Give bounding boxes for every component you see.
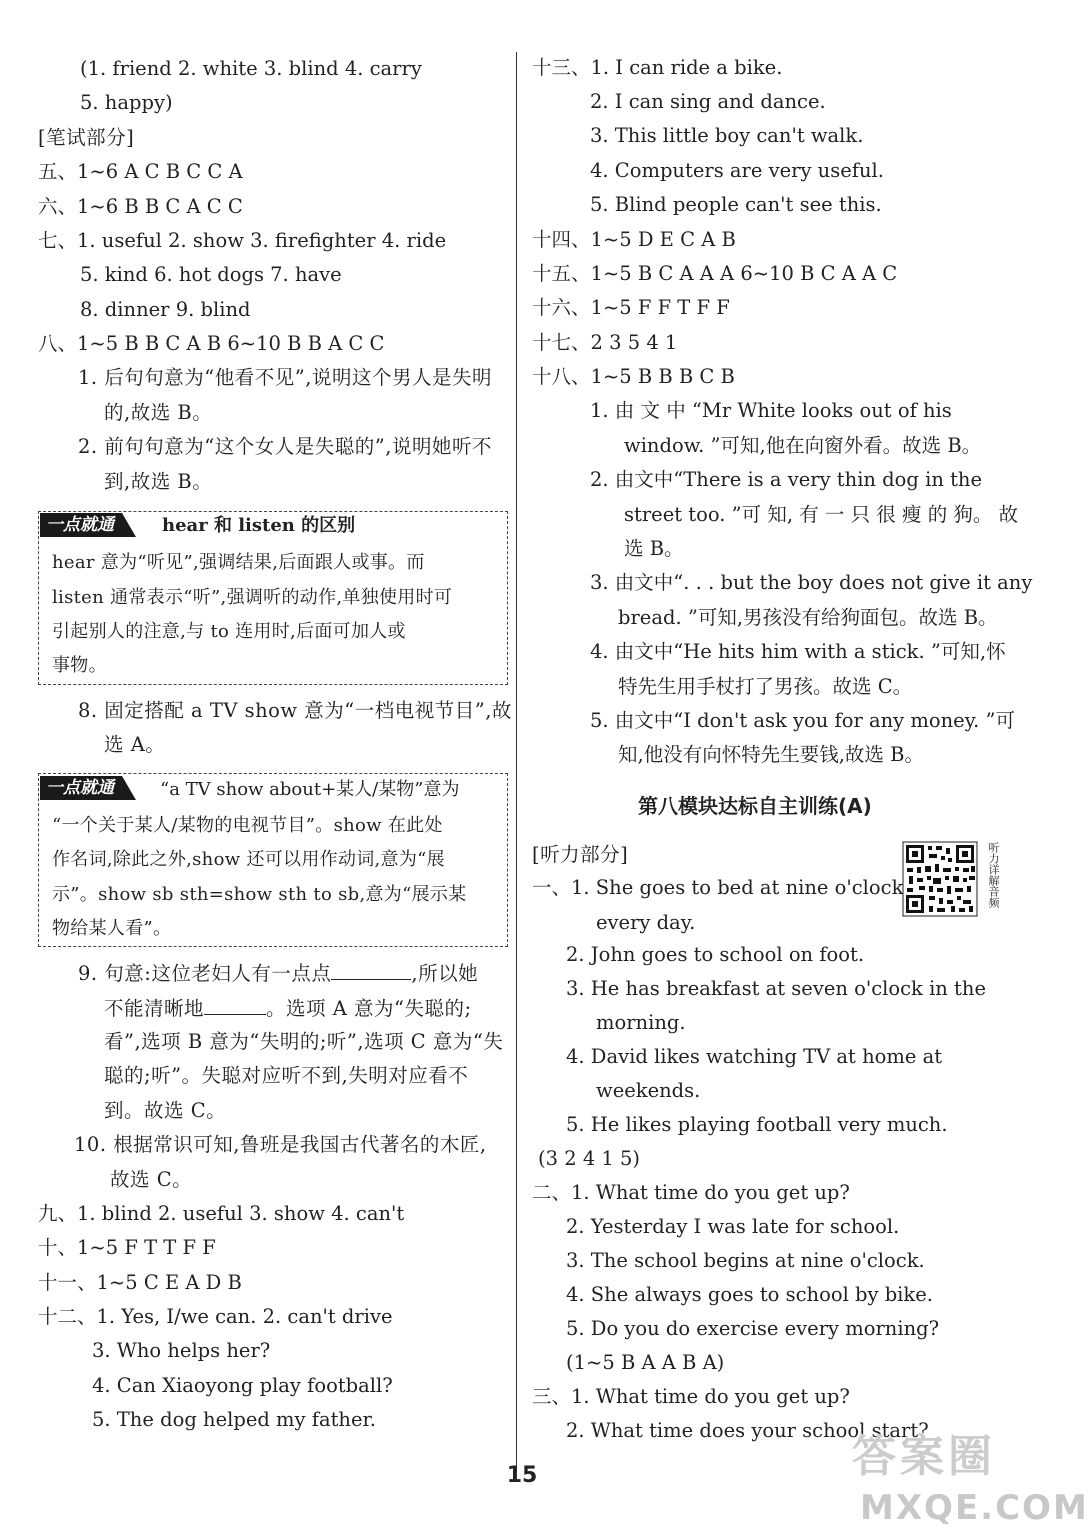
tip-text-line: listen 通常表示“听”,强调听的动作,单独使用时可 [52, 587, 453, 608]
answer-line: 2. John goes to school on foot. [566, 943, 865, 966]
answer-line: 5. The dog helped my father. [92, 1408, 376, 1431]
answer-line: 4. David likes watching TV at home at [566, 1045, 943, 1068]
answer-line: (3 2 4 1 5) [538, 1147, 641, 1170]
section-heading-written: [笔试部分] [38, 126, 135, 149]
explanation-line: 不能清晰地 。选项 A 意为“失聪的; [104, 997, 472, 1020]
tip-tag: 一点就通 [40, 776, 122, 800]
answer-line: 八、1~5 B B C A B 6~10 B B A C C [38, 332, 385, 355]
explanation-line: 5. 由文中“I don't ask you for any money. ”可 [590, 709, 1016, 732]
answer-line: morning. [596, 1011, 686, 1034]
answer-line: 3. Who helps her? [92, 1339, 271, 1362]
tip-heading: hear 和 listen 的区别 [162, 515, 356, 536]
answer-line: 5. He likes playing football very much. [566, 1113, 948, 1136]
explanation-line: 聪的;听”。失聪对应听不到,失明对应看不 [104, 1064, 469, 1087]
qr-caption: 听力详解音频 [987, 842, 1000, 908]
tip-text-line: 示”。show sb sth=show sth to sb,意为“展示某 [52, 884, 467, 905]
explanation-line: 知,他没有向怀特先生要钱,故选 B。 [618, 743, 924, 766]
answer-line: 4. Computers are very useful. [590, 159, 884, 182]
answer-line: 九、1. blind 2. useful 3. show 4. can't [38, 1202, 405, 1225]
answer-line: 十七、2 3 5 4 1 [532, 331, 678, 354]
explanation-line: 的,故选 B。 [104, 401, 213, 424]
answer-line: 4. She always goes to school by bike. [566, 1283, 933, 1306]
tip-text-line: 事物。 [52, 655, 107, 676]
explanation-line: 8. 固定搭配 a TV show 意为“一档电视节目”,故 [78, 699, 512, 722]
explanation-line: window. ”可知,他在向窗外看。故选 B。 [624, 434, 982, 457]
explanation-line: 选 A。 [104, 733, 166, 756]
answer-line: 5. Do you do exercise every morning? [566, 1317, 940, 1340]
answer-line: weekends. [596, 1079, 701, 1102]
answer-line: 3. This little boy can't walk. [590, 124, 864, 147]
page-number: 15 [506, 1463, 538, 1488]
section-heading-listening: [听力部分] [532, 843, 629, 866]
explanation-line: bread. ”可知,男孩没有给狗面包。故选 B。 [618, 606, 998, 629]
answer-line: (1~5 B A A B A) [566, 1351, 725, 1374]
answer-line: 十、1~5 F T T F F [38, 1236, 216, 1259]
answer-line: 5. kind 6. hot dogs 7. have [80, 263, 342, 286]
explanation-line: 2. 由文中“There is a very thin dog in the [590, 468, 983, 491]
tip-text-line: 引起别人的注意,与 to 连用时,后面可加人或 [52, 621, 406, 642]
explanation-line: 特先生用手杖打了男孩。故选 C。 [618, 675, 913, 698]
answer-line: 十二、1. Yes, I/we can. 2. can't drive [38, 1305, 393, 1328]
answer-line: 3. He has breakfast at seven o'clock in the [566, 977, 986, 1000]
fill-blank [331, 961, 411, 980]
explanation-line: 选 B。 [624, 537, 684, 560]
answer-line: 2. I can sing and dance. [590, 90, 826, 113]
watermark-brand: 答案圈 [852, 1431, 996, 1482]
explanation-line: 到。故选 C。 [104, 1099, 227, 1122]
explanation-line: 2. 前句句意为“这个女人是失聪的”,说明她听不 [78, 435, 492, 458]
answer-line: 8. dinner 9. blind [80, 298, 251, 321]
explanation-line: street too. ”可 知, 有 一 只 很 瘦 的 狗。 故 [624, 503, 1019, 526]
answer-line: 5. Blind people can't see this. [590, 193, 882, 216]
explanation-line: 故选 C。 [110, 1168, 193, 1191]
answer-line: 十一、1~5 C E A D B [38, 1271, 242, 1294]
answer-line: 2. Yesterday I was late for school. [566, 1215, 900, 1238]
explanation-line: 9. 句意:这位老妇人有一点点 ,所以她 [78, 962, 479, 985]
explanation-line: 1. 由 文 中 “Mr White looks out of his [590, 399, 952, 422]
answer-line: 2. What time does your school start? [566, 1419, 929, 1442]
answer-line: 十六、1~5 F F T F F [532, 296, 730, 319]
tip-text-line: 作名词,除此之外,show 还可以用作动词,意为“展 [52, 849, 445, 870]
column-divider [516, 52, 517, 1472]
answer-line: every day. [596, 911, 696, 934]
tip-text-line: hear 意为“听见”,强调结果,后面跟人或事。而 [52, 552, 425, 573]
answer-line: 五、1~6 A C B C C A [38, 160, 243, 183]
fill-blank [204, 996, 266, 1015]
tip-heading: “a TV show about+某人/某物”意为 [160, 779, 460, 800]
answer-line: 3. The school begins at nine o'clock. [566, 1249, 925, 1272]
explanation-line: 10. 根据常识可知,鲁班是我国古代著名的木匠, [74, 1133, 487, 1156]
qr-code[interactable] [903, 842, 1001, 916]
answer-line: 七、1. useful 2. show 3. firefighter 4. ride [38, 229, 447, 252]
answer-line: 一、1. She goes to bed at nine o'clock [532, 876, 904, 899]
explanation-line: 到,故选 B。 [104, 470, 213, 493]
section-title: 第八模块达标自主训练(A) [638, 794, 872, 818]
answer-line: 4. Can Xiaoyong play football? [92, 1374, 393, 1397]
answer-line: (1. friend 2. white 3. blind 4. carry [80, 57, 422, 80]
explanation-line: 看”,选项 B 意为“失明的;听”,选项 C 意为“失 [104, 1030, 504, 1053]
answer-line: 十三、1. I can ride a bike. [532, 56, 783, 79]
answer-line: 三、1. What time do you get up? [532, 1385, 850, 1408]
tip-text-line: “一个关于某人/某物的电视节目”。show 在此处 [52, 815, 443, 836]
explanation-line: 4. 由文中“He hits him with a stick. ”可知,怀 [590, 640, 1006, 663]
tip-tag: 一点就通 [40, 513, 122, 537]
answer-line: 十八、1~5 B B B C B [532, 365, 735, 388]
watermark-url: MXQE.COM [860, 1488, 1089, 1528]
answer-line: 二、1. What time do you get up? [532, 1181, 850, 1204]
answer-line: 六、1~6 B B C A C C [38, 195, 243, 218]
answer-line: 十四、1~5 D E C A B [532, 228, 736, 251]
explanation-line: 3. 由文中“. . . but the boy does not give it any [590, 571, 1033, 594]
explanation-line: 1. 后句句意为“他看不见”,说明这个男人是失明 [78, 366, 492, 389]
answer-line: 十五、1~5 B C A A A 6~10 B C A A C [532, 262, 898, 285]
answer-line: 5. happy) [80, 91, 173, 114]
tip-text-line: 物给某人看”。 [52, 918, 172, 939]
